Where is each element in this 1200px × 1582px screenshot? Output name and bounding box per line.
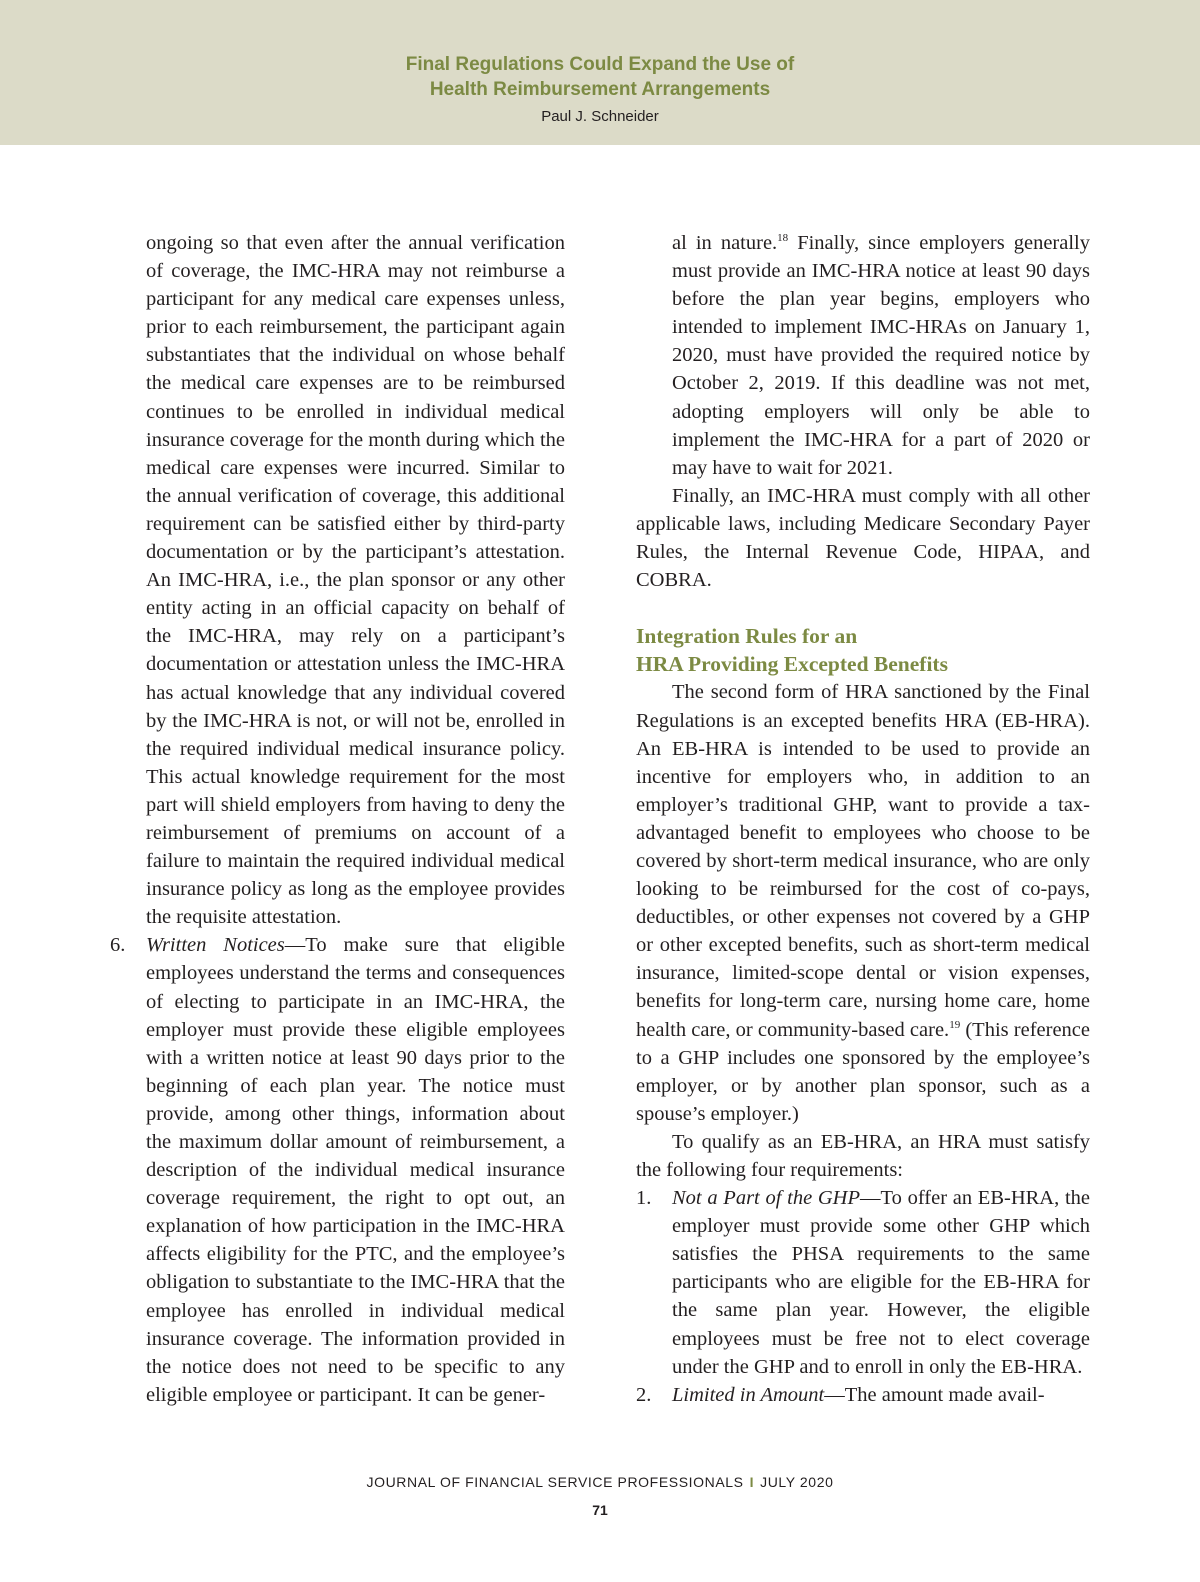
article-author: Paul J. Schneider — [541, 108, 659, 125]
footnote-ref-18: 18 — [777, 232, 789, 244]
notice-continuation — [636, 229, 1090, 482]
list-item-1-number: 1. — [636, 1187, 652, 1210]
list-item-1-text: —To offer an EB-HRA, the employer must provide some other GHP which satisfies the PHSA requirements to the same participants who are eligible for the EB-HRA for the same plan year. However, the eligible employees must be free not to elect coverage under the GHP and to enroll in only the EB-HRA. — [672, 1187, 1090, 1378]
article-title-line-2: Health Reimbursement Arrangements — [429, 79, 771, 100]
issue-date: JULY 2020 — [760, 1474, 834, 1490]
section-heading-line-1: Integration Rules for an — [636, 624, 858, 649]
list-item-6 — [110, 931, 565, 1409]
item-5-continuation: ongoing so that even after the annual verification of coverage, the IMC-HRA may not reimburse a participant for any medical care expenses unless, prior to each reimbursement, the participant again substantiates that the individual on whose behalf the medical care expenses are to be reimbursed continues to be enrolled in individual medical insurance coverage for the month during which the medical care expenses were incurred. Similar to the annual verification of coverage, this additional requirement can be satisfied either by third-party documentation or by the participant’s attestation. An IMC-HRA, i.e., the plan sponsor or any other entity acting in an official capacity on behalf of the IMC-HRA, may rely on a participant’s documentation or attestation unless the IMC-HRA has actual knowledge that any individual covered by the IMC-HRA is not, or will not be, enrolled in the required individual medical insurance policy. This actual knowledge requirement for the most part will shield employers from having to deny the reimbursement of premiums on account of a failure to maintain the required individual medical insurance policy as long as the employee provides the requisite attestation. — [146, 232, 565, 929]
journal-name: JOURNAL OF FINANCIAL SERVICE PROFESSIONALS — [366, 1474, 744, 1490]
footer-separator: I — [749, 1474, 755, 1490]
section-heading-line-2: HRA Providing Excepted Benefits — [636, 652, 948, 677]
list-item-6-number: 6. — [110, 934, 126, 957]
footnote-ref-19: 19 — [949, 1018, 961, 1031]
list-item-6-text: —To make sure that eligible employees understand the terms and consequences of electing to participate in an IMC-HRA, the employer must provide these eligible employees with a written notice at least 90 days prior to the beginning of each plan year. The notice must provide, among other things, information about the maximum dollar amount of reimbursement, a description of the individual medical insurance coverage requirement, the right to opt out, an explanation of how participation in the IMC-HRA affects eligibility for the PTC, and the employee’s obligation to substantiate to the IMC-HRA that the employee has enrolled in individual medical insurance coverage. The information provided in the notice does not need to be specific to any eligible employee or participant. It can be gener- — [146, 934, 565, 1406]
notice-continuation-text-2: Finally, since employers generally must provide an IMC-HRA notice at least 90 days before the plan year begins, employers who intended to implement IMC-HRAs on January 1, 2020, must have provided the required notice by October 2, 2019. If this deadline was not met, adopting employers will only be able to implement the IMC-HRA for a part of 2020 or may have to wait for 2021. — [672, 232, 1090, 479]
list-item-1 — [636, 1184, 1090, 1381]
ebhra-paragraph — [636, 678, 1090, 1128]
compliance-paragraph: Finally, an IMC-HRA must comply with all other applicable laws, including Medicare Secondary Payer Rules, the Internal Revenue Code, HIPAA, and COBRA. — [636, 484, 1090, 592]
list-item-2-number: 2. — [636, 1383, 652, 1406]
list-item-6-title: Written Notices — [146, 934, 285, 957]
right-column — [636, 229, 1090, 1409]
left-column — [110, 229, 565, 1409]
notice-continuation-text-1: al in nature. — [672, 232, 778, 254]
section-heading — [636, 622, 1090, 678]
list-item-2 — [636, 1381, 1090, 1409]
running-footer — [0, 1474, 1200, 1490]
ebhra-paragraph-text-2: (This reference to a GHP includes one sponsored by the employee’s employer, or by another plan sponsor, such as a spouse’s employer.) — [636, 1018, 1091, 1125]
article-title — [0, 52, 1200, 102]
qualify-paragraph: To qualify as an EB-HRA, an HRA must satisfy the following four requirements: — [636, 1130, 1090, 1181]
page-number: 71 — [592, 1502, 608, 1518]
list-item-2-text: —The amount made avail- — [824, 1383, 1045, 1406]
list-item-1-title: Not a Part of the GHP — [672, 1187, 861, 1210]
list-item-2-title: Limited in Amount — [672, 1383, 825, 1406]
article-title-line-1: Final Regulations Could Expand the Use of — [405, 54, 795, 75]
ebhra-paragraph-text-1: The second form of HRA sanctioned by the Final Regulations is an excepted benefits HRA (EB-HRA). An EB-HRA is intended to be used to provide an incentive for employers who, in addition to an employer’s traditional GHP, want to provide a tax-advantaged benefit to employees who choose to be covered by short-term medical insurance, who are only looking to be reimbursed for the cost of co-pays, deductibles, or other expenses not covered by a GHP or other excepted benefits, such as short-term medical insurance, limited-scope dental or vision expenses, benefits for long-term care, nursing home care, home health care, or community-based care. — [636, 681, 1090, 1041]
